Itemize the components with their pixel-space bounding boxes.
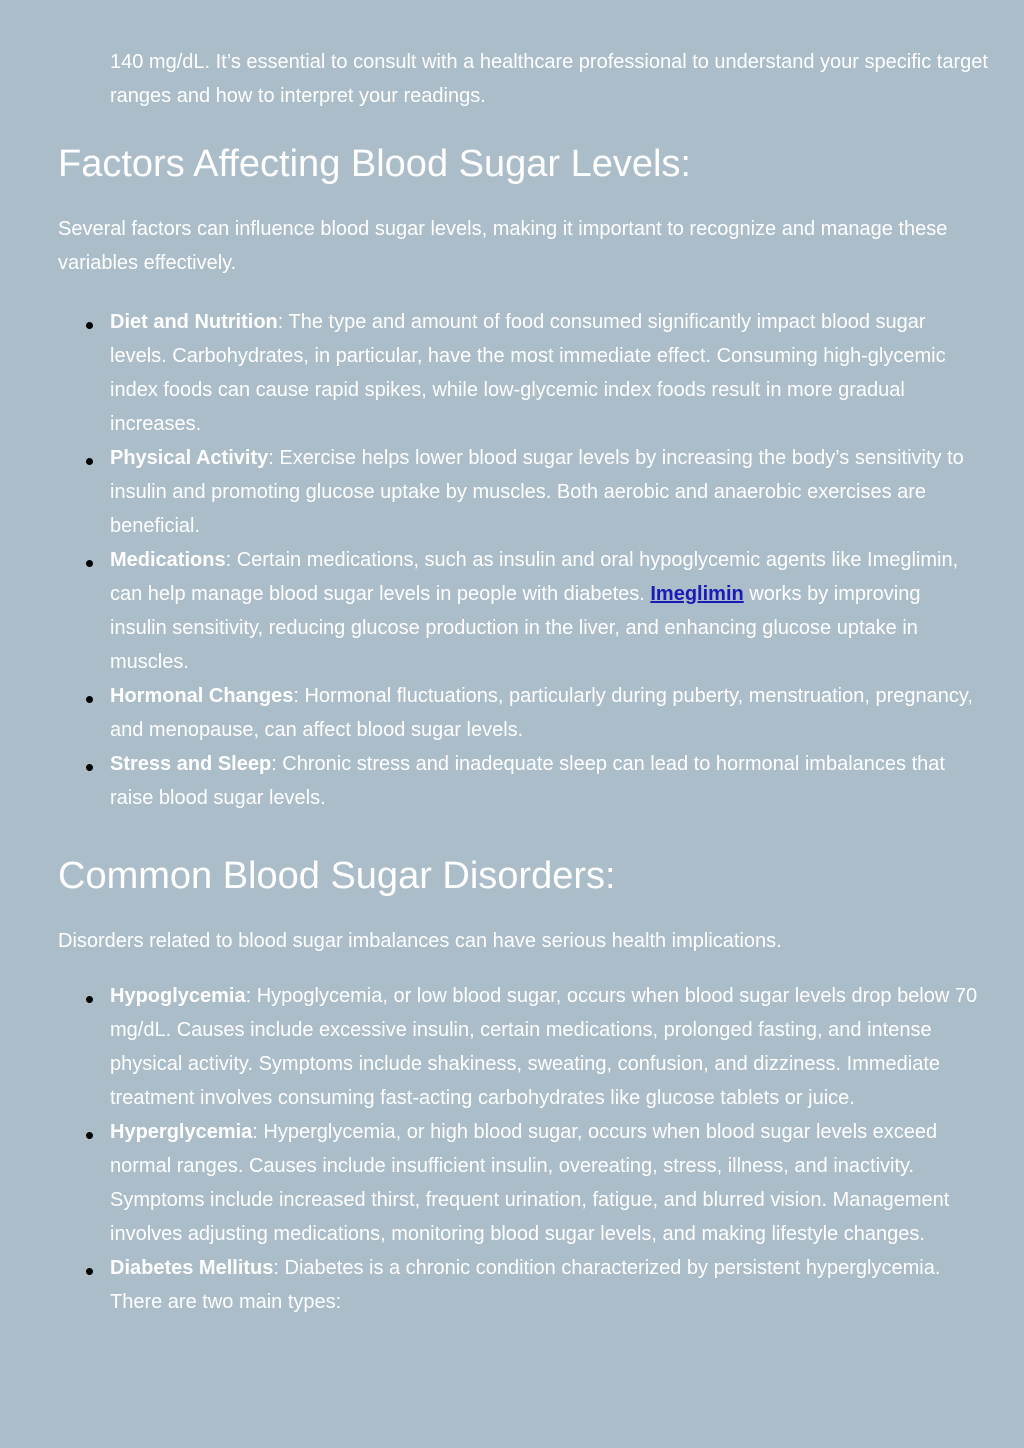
list-item xyxy=(110,979,980,1115)
item-text: : Hypoglycemia, or low blood sugar, occurs when blood sugar levels drop below 70 mg/dL. Causes include excessive insulin, certain medications, prolonged fasting, and intense physical activity. Symptoms include shakiness, sweating, confusion, and dizziness. Immediate treatment involves consuming fast-acting carbohydrates like glucose tablets or juice. xyxy=(110,985,978,1109)
item-term: Diet and Nutrition xyxy=(110,311,278,333)
bullet-icon xyxy=(86,1268,93,1275)
bullet-icon xyxy=(86,996,93,1003)
factors-list xyxy=(110,305,980,815)
list-item xyxy=(110,305,980,441)
imeglimin-link[interactable]: Imeglimin xyxy=(650,583,744,605)
disorders-list xyxy=(110,979,980,1319)
bullet-icon xyxy=(86,560,93,567)
bullet-icon xyxy=(86,322,93,329)
intro-paragraph: 140 mg/dL. It’s essential to consult with a healthcare professional to understand your specific target ranges and how to interpret your readings. xyxy=(110,51,988,107)
bullet-icon xyxy=(86,696,93,703)
list-item xyxy=(110,441,980,543)
disorders-heading: Common Blood Sugar Disorders: xyxy=(58,855,616,897)
factors-intro: Several factors can influence blood sugar levels, making it important to recognize and manage these variables effectively. xyxy=(58,218,948,274)
item-term: Diabetes Mellitus xyxy=(110,1257,274,1279)
item-text: : The type and amount of food consumed significantly impact blood sugar levels. Carbohydrates, in particular, have the most immediate effect. Consuming high-glycemic index foods can cause rapid spikes, while low-glycemic index foods result in more gradual increases. xyxy=(110,311,946,435)
factors-heading: Factors Affecting Blood Sugar Levels: xyxy=(58,143,691,185)
item-text: : Hormonal fluctuations, particularly during puberty, menstruation, pregnancy, and menopause, can affect blood sugar levels. xyxy=(110,685,973,741)
item-text: : Chronic stress and inadequate sleep can lead to hormonal imbalances that raise blood sugar levels. xyxy=(110,753,945,809)
bullet-icon xyxy=(86,458,93,465)
list-item xyxy=(110,747,980,815)
bullet-icon xyxy=(86,1132,93,1139)
list-item xyxy=(110,1115,980,1251)
disorders-intro: Disorders related to blood sugar imbalances can have serious health implications. xyxy=(58,930,782,952)
item-text: : Hyperglycemia, or high blood sugar, occurs when blood sugar levels exceed normal ranges. Causes include insufficient insulin, overeating, stress, illness, and inactivity. Symptoms include increased thirst, frequent urination, fatigue, and blurred vision. Management involves adjusting medications, monitoring blood sugar levels, and making lifestyle changes. xyxy=(110,1121,950,1245)
item-text: : Certain medications, such as insulin and oral hypoglycemic agents like Imeglimin, can help manage blood sugar levels in people with diabetes. xyxy=(110,549,959,605)
item-term: Stress and Sleep xyxy=(110,753,272,775)
item-term: Medications xyxy=(110,549,226,571)
item-term: Physical Activity xyxy=(110,447,269,469)
list-item xyxy=(110,543,980,679)
bullet-icon xyxy=(86,764,93,771)
item-text-after: works by improving insulin sensitivity, reducing glucose production in the liver, and enhancing glucose uptake in muscles. xyxy=(110,583,921,673)
item-term: Hyperglycemia xyxy=(110,1121,253,1143)
item-text: : Exercise helps lower blood sugar levels by increasing the body’s sensitivity to insulin and promoting glucose uptake by muscles. Both aerobic and anaerobic exercises are beneficial. xyxy=(110,447,964,537)
list-item xyxy=(110,679,980,747)
item-text: : Diabetes is a chronic condition characterized by persistent hyperglycemia. There are two main types: xyxy=(110,1257,941,1313)
list-item xyxy=(110,1251,980,1319)
item-term: Hypoglycemia xyxy=(110,985,246,1007)
item-term: Hormonal Changes xyxy=(110,685,294,707)
